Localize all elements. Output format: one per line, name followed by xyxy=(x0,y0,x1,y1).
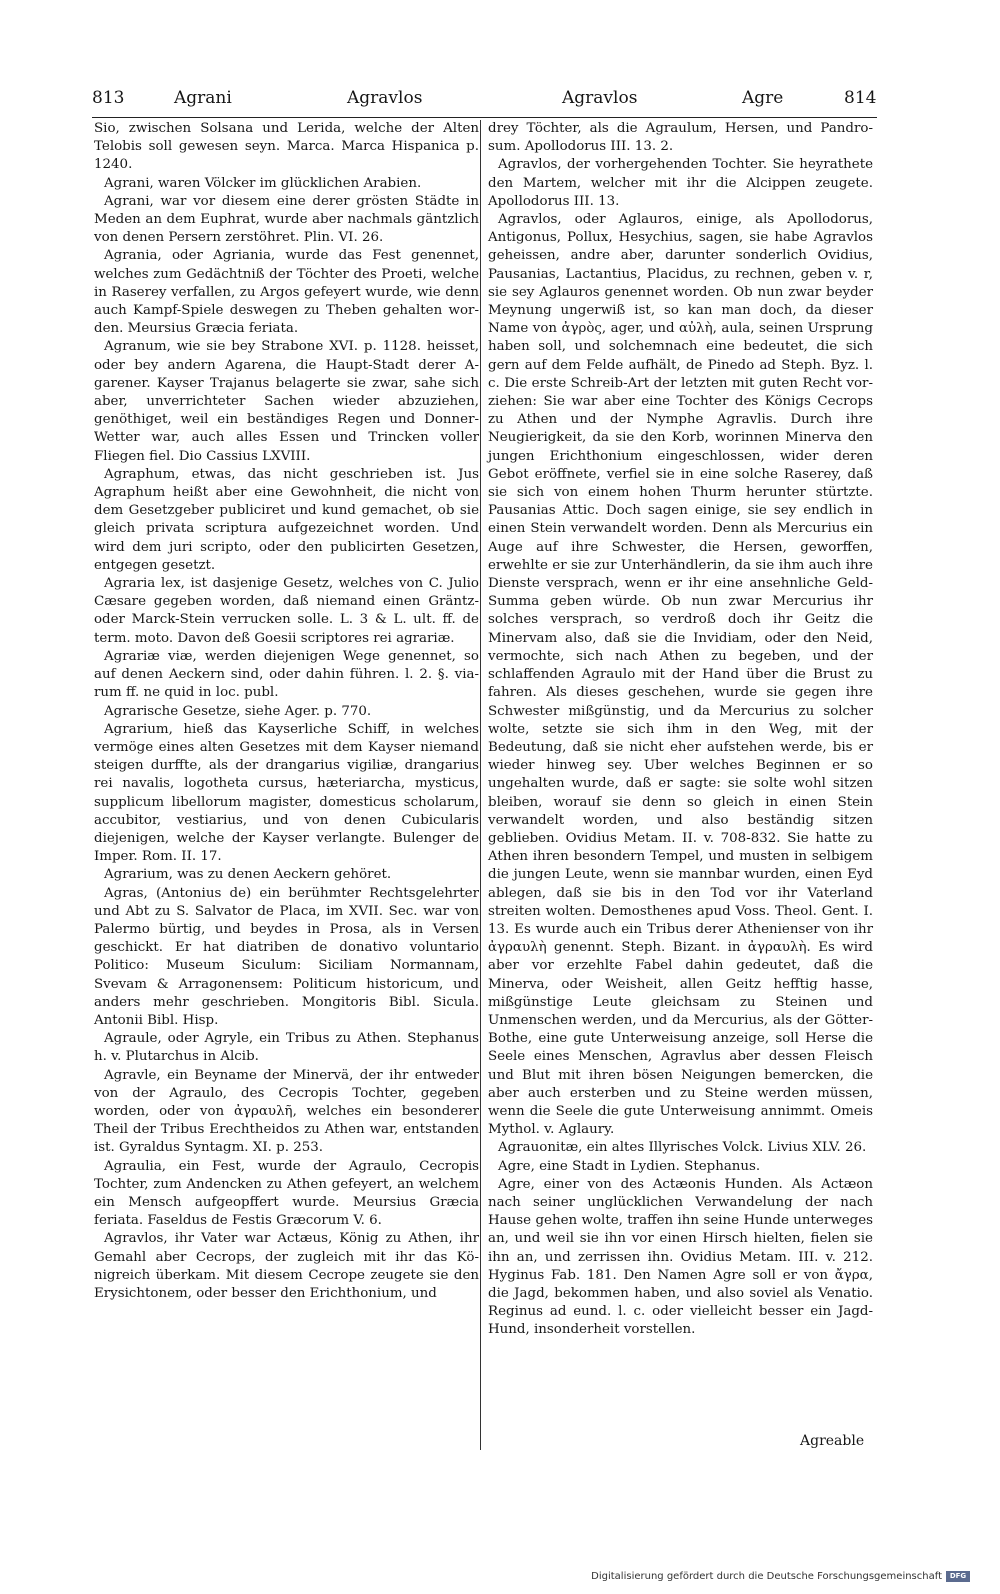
dictionary-entry: Agravle, ein Beyname der Minervä, der ihr entweder von der Agraulo, des Cecropis Tochter, gegeben worden, oder von ἀγραυλῆ, welches ein besonderer Theil der Tribus Erechtheidos zu Athen war, entstanden ist. Gyraldus Syntagm. XI. p. 253. xyxy=(94,1067,479,1156)
dictionary-entry: Agrariæ viæ, werden diejenigen Wege genennet, so auf denen Aeckern sind, oder dahin führen. l. 2. §. viarum ff. ne quid in loc. publ. xyxy=(94,648,479,701)
dictionary-entry: Agraphum, etwas, das nicht geschrieben ist. Jus Agraphum heißt aber eine Gewohnheit, die nicht von dem Gesetzgeber publiciret und kund gemachet, ob sie gleich privata scriptura aufgezeichnet worden. Und wird dem juri scripto, oder den publicirten Gesetzen, entgegen gesetzt. xyxy=(94,466,479,573)
right-column xyxy=(488,120,873,1340)
dictionary-entry: Agranum, wie sie bey Strabone XVI. p. 1128. heisset, oder bey andern Agarena, die Haupt-Stadt derer Agarener. Kayser Trajanus belagerte sie zwar, sahe sich aber, unverrichteter Sachen wieder abzuziehen, genöthiget, weil ein beständiges Regen und Donner-Wetter war, auch alles Essen und Trincken voller Fliegen fiel. Dio Cassius LXVIII. xyxy=(94,339,479,464)
page-number-right: 814 xyxy=(844,88,877,108)
page-number-left: 813 xyxy=(92,88,125,108)
dictionary-entry: Agrauonitæ, ein altes Illyrisches Volck. Livius XLV. 26. xyxy=(498,1140,867,1156)
dictionary-entry: drey Töchter, als die Agraulum, Hersen, und Pandrosum. Apollodorus III. 13. 2. xyxy=(488,121,873,155)
dictionary-entry: Agre, eine Stadt in Lydien. Stephanus. xyxy=(498,1158,761,1174)
dictionary-entry: Agrarische Gesetze, siehe Ager. p. 770. xyxy=(104,703,372,719)
digitization-footer xyxy=(591,1571,970,1582)
dictionary-entry: Agras, (Antonius de) ein berühmter Rechtsgelehrter und Abt zu S. Salvator de Placa, im XVII. Sec. war von Palermo bürtig, und beydes in Prosa, als in Versen geschickt. Er hat diatriben de donativo voluntario Politico: Museum Siculum: Siciliam Normannam, Svevam & Arragonensem: Politicum historicum, und anders mehr geschrieben. Mongitoris Bibl. Sicula. Antonii Bibl. Hisp. xyxy=(94,885,479,1028)
header-word-center-left: Agravlos xyxy=(347,88,423,108)
column-divider xyxy=(480,120,481,1450)
header-rule xyxy=(92,117,877,118)
header-word-center-right: Agravlos xyxy=(562,88,638,108)
dictionary-entry: Agraule, oder Agryle, ein Tribus zu Athen. Stephanus h. v. Plutarchus in Alcib. xyxy=(94,1031,479,1065)
footer-text: Digitalisierung gefördert durch die Deutsche Forschungsgemeinschaft xyxy=(591,1571,942,1582)
header-word-right: Agre xyxy=(742,88,784,108)
dictionary-entry: Agrarium, hieß das Kayserliche Schiff, in welches vermöge eines alten Gesetzes mit dem Kayser niemand steigen durffte, als der drangarius vigiliæ, drangarius rei navalis, logotheta cursus, hæteriarcha, mysticus, supplicum libellorum magister, domesticus scholarum, accubitor, vestiarius, und von denen Cubicularis diejenigen, welche der Kayser verlangte. Bulenger de Imper. Rom. II. 17. xyxy=(94,721,479,865)
header-word-left: Agrani xyxy=(174,88,232,108)
dictionary-entry: Agrani, waren Völcker im glücklichen Arabien. xyxy=(104,175,422,191)
dictionary-entry: Agre, einer von des Actæonis Hunden. Als Actæon nach seiner unglücklichen Verwandelung der nach Hause gehen wolte, traffen ihn seine Hunde unterweges an, und weil sie ihn vor einen Hirsch hielten, fielen sie ihn an, und zerrissen ihn. Ovidius Metam. III. v. 212. Hyginus Fab. 181. Den Namen Agre soll er von ἄγρα, die Jagd, bekommen haben, und also soviel als Venatio. Reginus ad eund. l. c. oder vielleicht besser ein Jagd-Hund, insonderheit vorstellen. xyxy=(488,1176,873,1338)
dfg-logo-icon: DFG xyxy=(946,1571,970,1582)
dictionary-entry: Agrania, oder Agriania, wurde das Fest genennet, welches zum Gedächtniß der Töchter des Proeti, welche in Raserey verfallen, zu Argos gefeyert wurde, wie denn auch Kampf-Spiele deswegen zu Theben gehalten worden. Meursius Græcia feriata. xyxy=(94,248,479,337)
catchword: Agreable xyxy=(800,1433,865,1449)
dictionary-entry: Agrarium, was zu denen Aeckern gehöret. xyxy=(104,867,392,883)
dictionary-entry: Agravlos, ihr Vater war Actæus, König zu Athen, ihr Gemahl aber Cecrops, der zugleich mit ihr das Königreich überkam. Mit diesem Cecrope zeugete sie den Erysichtonem, oder besser den Erichthonium, und xyxy=(94,1231,479,1301)
dictionary-entry: Agraulia, ein Fest, wurde der Agraulo, Cecropis Tochter, zum Andencken zu Athen gefeyert, an welchem ein Mensch aufgeopffert wurde. Meursius Græcia feriata. Faseldus de Festis Græcorum V. 6. xyxy=(94,1158,479,1229)
dictionary-entry: Agrani, war vor diesem eine derer grösten Städte in Meden an dem Euphrat, wurde aber nachmals gäntzlich von denen Persern zerstöhret. Plin. VI. 26. xyxy=(94,193,479,246)
dictionary-entry: Agravlos, oder Aglauros, einige, als Apollodorus, Antigonus, Pollux, Hesychius, sagen, sie habe Agravlos geheissen, andre aber, darunter sonderlich Ovidius, Pausanias, Lactantius, Placidus, zu rechnen, geben v. r, sie sey Aglauros genennet worden. Ob nun zwar beyder Meynung ungerwiß ist, so kan man doch, da dieser Name von ἀγρὸς, ager, und αὐλὴ, aula, seinen Ursprung haben soll, und solchemnach eine bedeutet, die sich gern auf dem Felde aufhält, de Pinedo ad Steph. Byz. l. c. Die erste Schreib-Art der letzten mit guten Recht vorziehen: Sie war aber eine Tochter des Königs Cecrops zu Athen und der Nymphe Agravlis. Durch ihre Neugierigkeit, da sie den Korb, worinnen Minerva den jungen Erichthonium eingeschlossen, wider deren Gebot eröffnete, verfiel sie in eine solche Raserey, daß sie sich von einem hohen Thurm herunter stürtzte. Pausanias Attic. Doch sagen einige, sie sey endlich in einen Stein verwandelt worden. Denn als Mercurius ein Auge auf ihre Schwester, die Hersen, geworffen, erwehlte er sie zur Unterhändlerin, da sie ihm auch ihre Dienste versprach, wenn er ihr eine ansehnliche Geld-Summa geben würde. Ob nun zwar Mercurius ihr solches versprach, so verdroß doch ihr Geitz die Minervam also, daß sie die Invidiam, oder den Neid, vermochte, sich nach Athen zu begeben, und der schlaffenden Agraulo mit der Hand über die Brust zu fahren. Als dieses geschehen, wurde sie gegen ihre Schwester mißgünstig, und da Mercurius zu solcher wolte, setzte sie sich ihm in den Weg, mit der Bedeutung, daß sie nicht eher aufstehen werde, bis er wieder hinweg sey. Uber welches Beginnen er so ungehalten wurde, daß er sagte: sie solte wohl sitzen bleiben, worauf sie denn so gleich in einen Stein verwandelt worden, und also beständig sitzen geblieben. Ovidius Metam. II. v. 708-832. Sie hatte zu Athen ihren besondern Tempel, und musten in selbigem die jungen Leute, wenn sie mannbar wurden, einen Eyd ablegen, daß sie bis in den Tod vor ihr Vaterland streiten wolten. Demosthenes apud Voss. Theol. Gent. I. 13. Es wurde auch ein Tribus derer Athenienser von ihr ἀγραυλὴ genennt. Steph. Bizant. in ἀγραυλὴ. Es wird aber vor erzehlte Fabel dahin gedeutet, daß die Minerva, oder Weisheit, allen Geitz hefftig hasse, mißgünstige Leute gleichsam zu Steinen und Unmenschen werden, und da Mercurius, als der Götter-Bothe, eine gute Unterweisung anzeige, soll Herse die Seele eines Menschen, Agravlus aber dessen Fleisch und Blut mit ihren bösen Neigungen bemercken, die aber auch ersterben und zu Steine werden müssen, wenn die Seele die gute Unterweisung annimmt. Omeis Mythol. v. Aglaury. xyxy=(488,212,873,1138)
dictionary-entry: Agravlos, der vorhergehenden Tochter. Sie heyrathete den Martem, welcher mit ihr die Alcippen zeugete. Apollodorus III. 13. xyxy=(488,157,873,209)
dictionary-entry: Agraria lex, ist dasjenige Gesetz, welches von C. Julio Cæsare gegeben worden, daß niemand einen Gräntzoder Marck-Stein verrucken solle. L. 3 & L. ult. ff. de term. moto. Davon deß Goesii scriptores rei agrariæ. xyxy=(94,576,479,646)
running-header xyxy=(92,88,877,116)
left-column xyxy=(94,120,479,1303)
dictionary-entry: Sio, zwischen Solsana und Lerida, welche der Alten Telobis soll gewesen seyn. Marca. Marca Hispanica p. 1240. xyxy=(94,121,479,173)
